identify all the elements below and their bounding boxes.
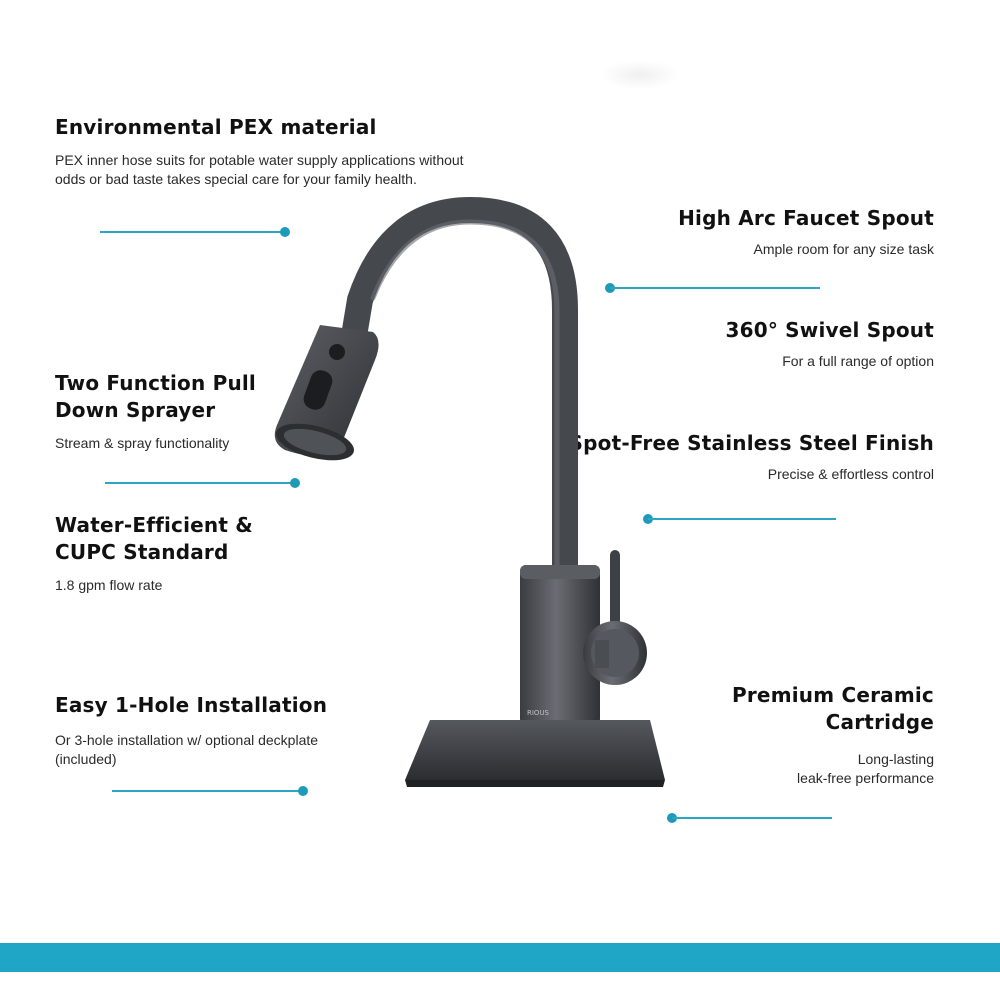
feature-title: Spot-Free Stainless Steel Finish [568,431,934,455]
sprayer-head [272,325,378,467]
feature-description-line2: leak-free performance [797,770,934,786]
feature-description: Or 3-hole installation w/ optional deckplate [55,732,319,748]
feature-title-line1: Premium Ceramic [732,683,934,707]
bottom-band [0,943,1000,972]
feature-title-line1: Two Function Pull [55,371,256,395]
deck-plate [405,720,665,780]
feature-title-line2: Cartridge [825,710,934,734]
background-smudge [600,60,680,90]
callout-line-cartridge [672,817,832,819]
feature-description: PEX inner hose suits for potable water supply applications without odds or bad taste takes special care for your family health. [55,152,464,187]
callout-line-finish [648,518,836,520]
feature-description: 1.8 gpm flow rate [55,577,163,593]
feature-description: For a full range of option [782,353,934,369]
feature-title: High Arc Faucet Spout [678,206,934,230]
feature-description-line1: Long-lasting [857,751,934,767]
feature-description: Precise & effortless control [767,466,934,482]
feature-pex [55,114,475,189]
brand-mark: RIOUS [527,709,550,717]
feature-title: Environmental PEX material [55,115,377,139]
feature-title: Easy 1-Hole Installation [55,693,328,717]
feature-title-line2: CUPC Standard [55,540,229,564]
feature-description: Ample room for any size task [753,241,934,257]
pause-button-icon [329,344,345,360]
feature-description-accent: (included) [55,751,117,767]
feature-title-line1: Water-Efficient & [55,513,253,537]
spout-arc [355,210,565,575]
feature-title: 360° Swivel Spout [725,318,934,342]
faucet-image [255,180,665,800]
feature-title-line2: Down Sprayer [55,398,216,422]
feature-description: Stream & spray functionality [55,435,230,451]
